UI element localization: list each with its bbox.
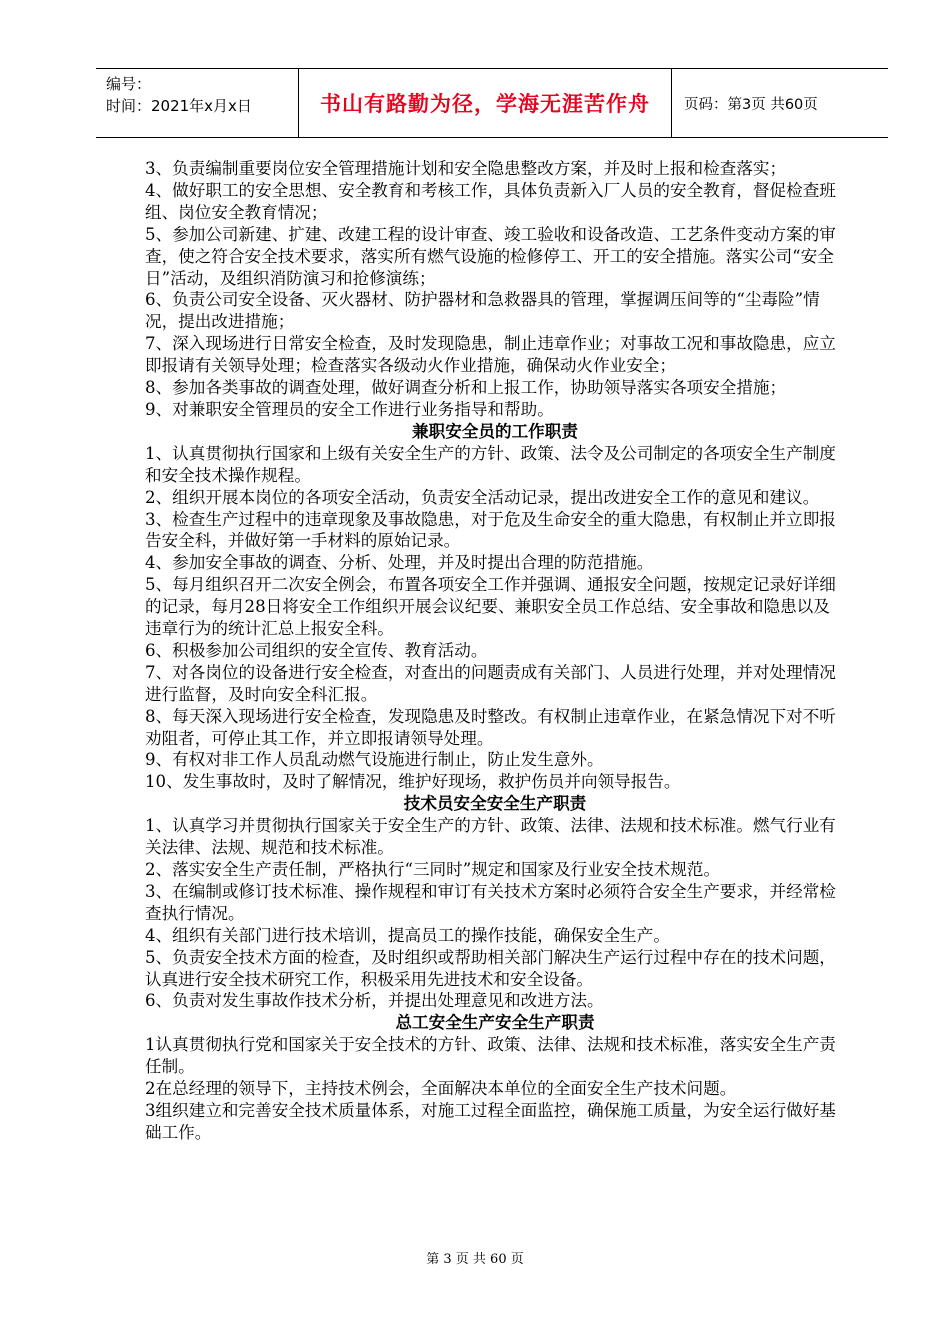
time-label: 时间：2021年x月x日	[106, 97, 252, 115]
header-page-info: 页码：第3页 共60页	[684, 96, 818, 113]
paragraph: 9、有权对非工作人员乱动燃气设施进行制止，防止发生意外。	[145, 750, 604, 770]
paragraph: 2在总经理的领导下，主持技术例会，全面解决本单位的全面安全生产技术问题。	[145, 1079, 737, 1099]
paragraph: 2、组织开展本岗位的各项安全活动，负责安全活动记录，提出改进安全工作的意见和建议。	[145, 487, 820, 507]
paragraph: 8、参加各类事故的调查处理，做好调查分析和上报工作，协助领导落实各项安全措施；	[145, 378, 787, 398]
paragraph: 6、负责公司安全设备、灭火器材、防护器材和急救器具的管理，掌握调压间等的“尘毒险”情况，提出改进措施；	[145, 290, 820, 332]
header-motto: 书山有路勤为径，学海无涯苦作舟	[299, 69, 672, 137]
section-heading: 总工安全生产安全生产职责	[395, 1013, 595, 1033]
paragraph: 3组织建立和完善安全技术质量体系，对施工过程全面监控，确保施工质量，为安全运行做好基础工作。	[145, 1100, 836, 1142]
paragraph: 4、参加安全事故的调查、分析、处理，并及时提出合理的防范措施。	[145, 553, 654, 573]
paragraph: 6、负责对发生事故作技术分析，并提出处理意见和改进方法。	[145, 991, 604, 1011]
page-footer: 第 3 页 共 60 页	[426, 1252, 524, 1267]
paragraph: 3、负责编制重要岗位安全管理措施计划和安全隐患整改方案，并及时上报和检查落实；	[145, 159, 787, 178]
paragraph: 5、负责安全技术方面的检查，及时组织或帮助相关部门解决生产运行过程中存在的技术问题，认真进行安全技术研究工作，积极采用先进技术和安全设备。	[145, 947, 836, 989]
paragraph: 8、每天深入现场进行安全检查，发现隐患及时整改。有权制止违章作业，在紧急情况下对不听劝阻者，可停止其工作，并立即报请领导处理。	[145, 706, 836, 748]
paragraph: 4、做好职工的安全思想、安全教育和考核工作，具体负责新入厂人员的安全教育，督促检查班组、岗位安全教育情况；	[145, 180, 836, 222]
page-header	[96, 68, 888, 138]
paragraph: 3、在编制或修订技术标准、操作规程和审订有关技术方案时必须符合安全生产要求，并经常检查执行情况。	[145, 881, 836, 923]
paragraph: 1、认真学习并贯彻执行国家关于安全生产的方针、政策、法律、法规和技术标准。燃气行业有关法律、法规、规范和技术标准。	[145, 816, 836, 858]
paragraph: 7、对各岗位的设备进行安全检查，对查出的问题责成有关部门、人员进行处理，并对处理情况进行监督，及时向安全科汇报。	[145, 662, 836, 704]
paragraph: 5、参加公司新建、扩建、改建工程的设计审查、竣工验收和设备改造、工艺条件变动方案的审查，使之符合安全技术要求，落实所有燃气设施的检修停工、开工的安全措施。落实公司“安全日”活动，及组织消防演习和抢修演练；	[145, 224, 836, 288]
header-meta	[96, 69, 299, 137]
number-label: 编号：	[106, 75, 152, 93]
paragraph: 2、落实安全生产责任制，严格执行“三同时”规定和国家及行业安全技术规范。	[145, 860, 721, 879]
paragraph: 4、组织有关部门进行技术培训，提高员工的操作技能，确保安全生产。	[145, 925, 670, 945]
paragraph: 6、积极参加公司组织的安全宣传、教育活动。	[145, 640, 488, 660]
paragraph: 3、检查生产过程中的违章现象及事故隐患，对于危及生命安全的重大隐患，有权制止并立即报告安全科，并做好第一手材料的原始记录。	[145, 509, 836, 551]
paragraph: 5、每月组织召开二次安全例会，布置各项安全工作并强调、通报安全问题，按规定记录好详细的记录，每月28日将安全工作组织开展会议纪要、兼职安全员工作总结、安全事故和隐患以及违章行为的统计汇总上报安全科。	[145, 575, 836, 639]
paragraph: 1认真贯彻执行党和国家关于安全技术的方针、政策、法律、法规和技术标准，落实安全生产责任制。	[145, 1035, 836, 1077]
section-heading: 兼职安全员的工作职责	[412, 421, 578, 441]
paragraph: 1、认真贯彻执行国家和上级有关安全生产的方针、政策、法令及公司制定的各项安全生产制度和安全技术操作规程。	[145, 443, 836, 485]
paragraph: 7、深入现场进行日常安全检查，及时发现隐患，制止违章作业；对事故工况和事故隐患，应立即报请有关领导处理；检查落实各级动火作业措施，确保动火作业安全；	[145, 334, 836, 376]
paragraph: 9、对兼职安全管理员的安全工作进行业务指导和帮助。	[145, 399, 554, 419]
document-body	[145, 158, 845, 1144]
section-heading: 技术员安全安全生产职责	[403, 794, 587, 814]
paragraph: 10、发生事故时，及时了解情况，维护好现场，救护伤员并向领导报告。	[145, 772, 681, 792]
